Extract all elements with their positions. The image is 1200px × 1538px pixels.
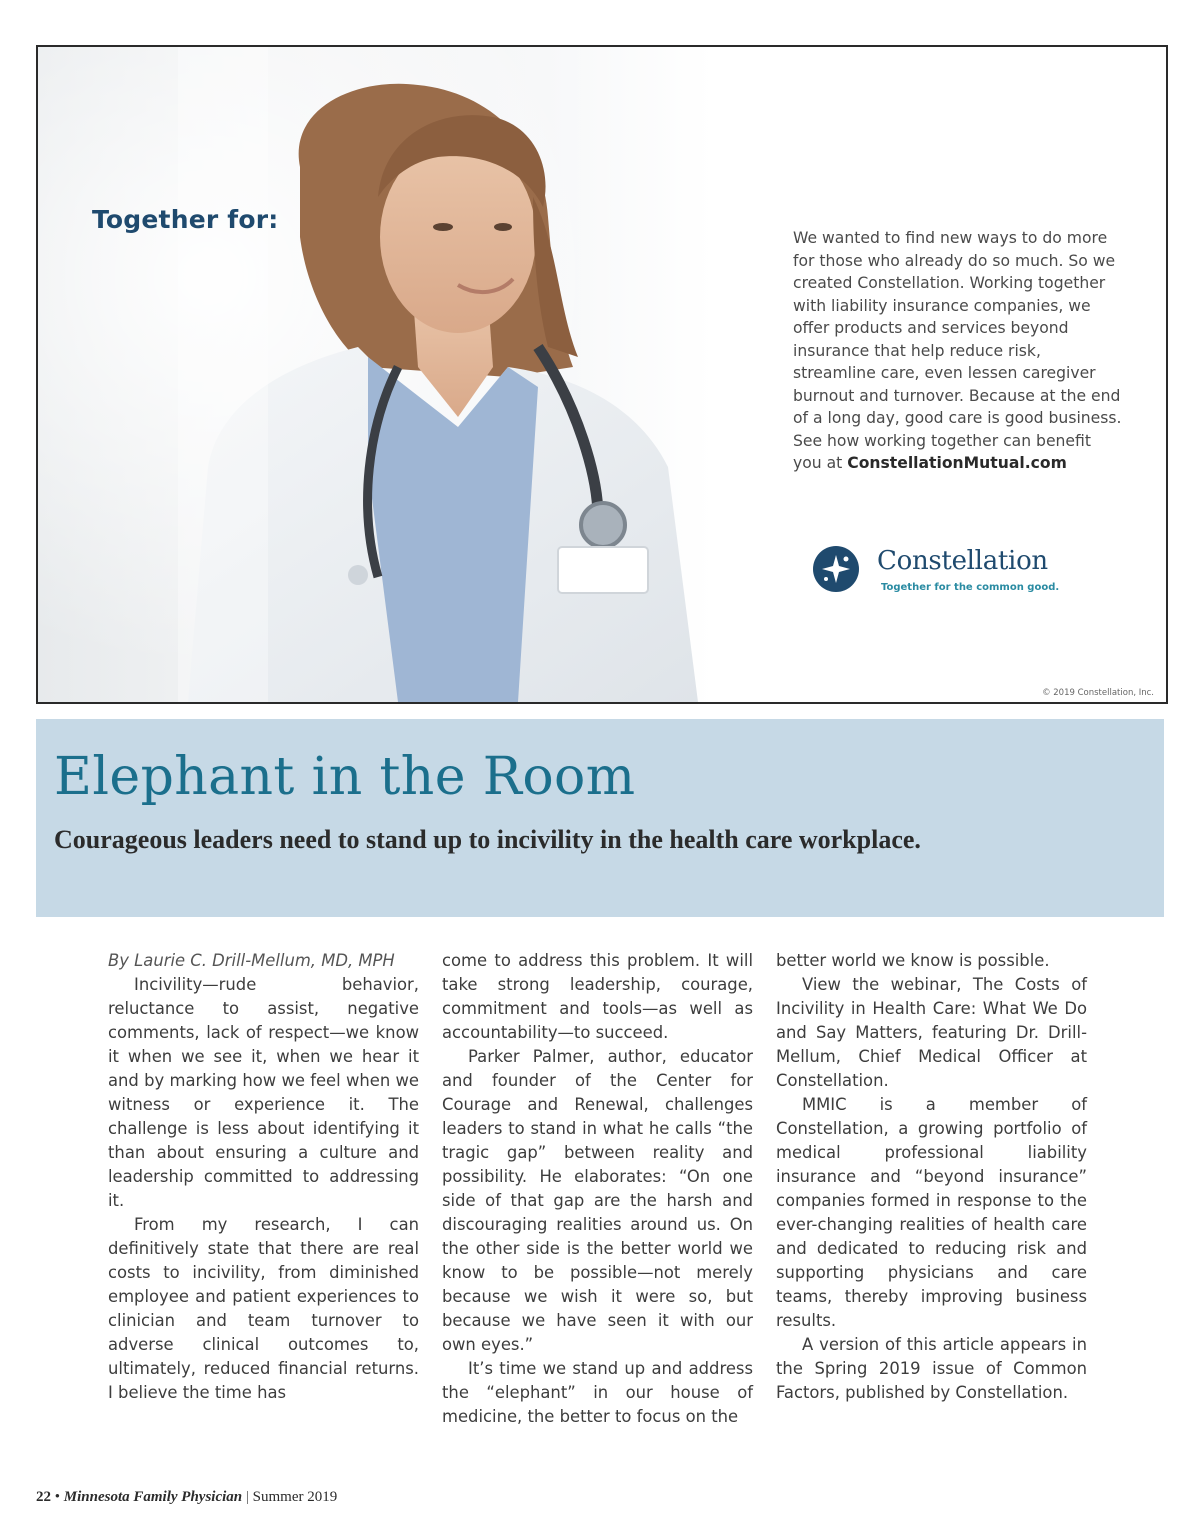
ad-body-copy [793, 227, 1123, 475]
page-number: 22 [36, 1489, 51, 1505]
logo-tagline: Together for the common good. [881, 582, 1060, 593]
page-footer [36, 1489, 337, 1506]
constellation-star-icon [813, 546, 859, 592]
article-dek: Courageous leaders need to stand up to incivility in the health care workplace. [54, 825, 921, 854]
paragraph: Incivility—rude behavior, reluctance to assist, negative comments, lack of respect—we know it when we see it, when we hear it and by marking how we feel when we witness or experience it. The challenge is less about identifying it than about ensuring a culture and leadership committed to addressing it. [108, 975, 419, 1210]
constellation-logo [813, 544, 1113, 604]
ad-copyright: © 2019 Constellation, Inc. [1042, 688, 1154, 698]
paragraph: A version of this article appears in the Spring 2019 issue of Common Factors, published by Constellation. [776, 1335, 1087, 1402]
footer-separator: | [245, 1489, 249, 1505]
paragraph: View the webinar, The Costs of Incivility in Health Care: What We Do and Say Matters, featuring Dr. Drill-Mellum, Chief Medical Officer at Constellation. [776, 975, 1087, 1090]
paragraph: From my research, I can definitively state that there are real costs to incivility, from diminished employee and patient experiences to clinician and team turnover to adverse clinical outcomes to, ultimately, reduced financial returns. I believe the time has [108, 1215, 419, 1402]
constellation-advertisement [36, 45, 1168, 704]
paragraph: come to address this problem. It will take strong leadership, courage, commitment and tools—as well as accountability—to succeed. [442, 951, 753, 1042]
ad-photo-physician [38, 47, 714, 702]
logo-wordmark: Constellation [877, 546, 1048, 576]
paragraph: It’s time we stand up and address the “elephant” in our house of medicine, the better to focus on the [442, 1359, 753, 1426]
paragraph: MMIC is a member of Constellation, a growing portfolio of medical professional liability insurance and “beyond insurance” companies formed in response to the ever-changing realities of health care and dedicated to reducing risk and supporting physicians and care teams, thereby improving business results. [776, 1095, 1087, 1330]
ad-tagline: Together for: [92, 205, 279, 234]
physician-illustration [38, 47, 714, 702]
article-headline: Elephant in the Room [54, 747, 636, 807]
paragraph: Parker Palmer, author, educator and founder of the Center for Courage and Renewal, challenges leaders to stand in what he calls “the tragic gap” between reality and possibility. He elaborates: “On one side of that gap are the harsh and discouraging realities around us. On the other side is the better world we know to be possible—not merely because we wish it were so, but because we have seen it with our own eyes.” [442, 1047, 753, 1354]
article-column-2 [442, 949, 753, 1429]
publication-name: Minnesota Family Physician [63, 1489, 243, 1505]
ad-body-text: We wanted to find new ways to do more for those who already do so much. So we created Constellation. Working together with liability insurance companies, we offer products and services beyond insurance that help reduce risk, streamline care, even lessen caregiver burnout and turnover. Because at the end of a long day, good care is good business. See how working together can benefit you at [793, 229, 1122, 472]
article-column-3 [776, 949, 1087, 1405]
article-column-1 [108, 949, 419, 1405]
paragraph: better world we know is possible. [776, 951, 1050, 970]
ad-url-link[interactable]: ConstellationMutual.com [847, 454, 1067, 472]
article-byline: By Laurie C. Drill-Mellum, MD, MPH [108, 951, 395, 970]
footer-bullet: • [54, 1489, 61, 1505]
article-title-band [36, 719, 1164, 917]
issue-date: Summer 2019 [252, 1489, 338, 1505]
